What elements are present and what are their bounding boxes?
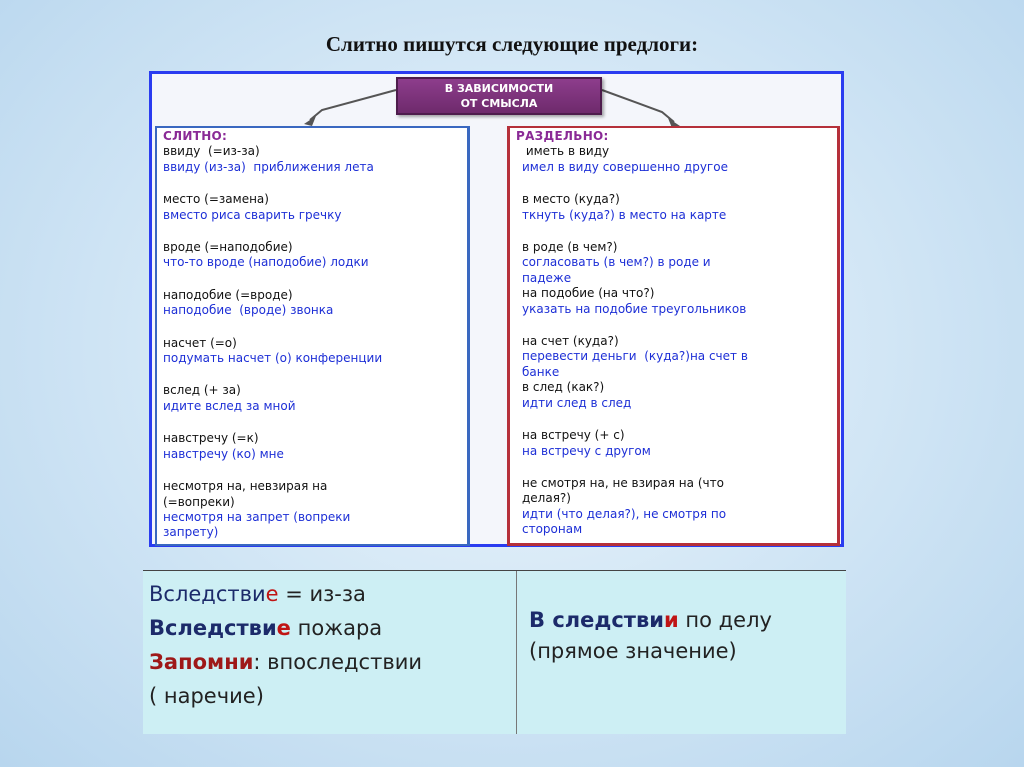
example-row: сторонам <box>522 522 583 537</box>
consequence-line-1 <box>149 577 509 611</box>
consequence-line-4: ( наречие) <box>149 684 264 708</box>
rule-row: не смотря на, не взирая на (что <box>522 475 724 490</box>
remember-label: Запомни <box>149 650 254 674</box>
example-row: идти след в след <box>522 395 632 410</box>
text-rest: : впоследствии <box>253 650 422 674</box>
consequence-right-line-2: (прямое значение) <box>529 639 737 663</box>
text-rest: по делу <box>678 608 772 632</box>
rule-row: на счет (куда?) <box>522 334 619 349</box>
column-together <box>155 126 470 546</box>
rule-row: насчет (=о) <box>163 335 237 350</box>
rule-row: навстречу (=к) <box>163 431 259 446</box>
example-row: запрету) <box>163 525 219 540</box>
example-row: на встречу с другом <box>522 443 651 458</box>
rule-row: на встречу (+ с) <box>522 428 625 443</box>
arrow-right-line <box>602 90 674 122</box>
consequence-table <box>143 570 846 734</box>
row-gap <box>163 414 461 431</box>
arrow-left-line <box>310 90 396 120</box>
slide-title: Слитно пишутся следующие предлоги: <box>325 32 699 56</box>
text-rest: = из-за <box>278 582 366 606</box>
consequence-right-cell <box>529 605 839 667</box>
text-ending: е <box>276 616 291 640</box>
row-gap <box>516 223 831 240</box>
consequence-line-2 <box>149 611 509 645</box>
rule-row: место (=замена) <box>163 192 269 207</box>
text-stem: Вследстви <box>149 582 266 606</box>
column-together-heading: СЛИТНО: <box>163 129 228 143</box>
example-row: вместо риса сварить гречку <box>163 207 342 222</box>
column-separate-heading: РАЗДЕЛЬНО: <box>516 129 609 143</box>
example-row: указать на подобие треугольников <box>522 301 747 316</box>
example-row: банке <box>522 364 560 379</box>
row-gap <box>163 175 461 192</box>
arrow-left-head <box>304 116 316 126</box>
rule-row: в роде (в чем?) <box>522 240 618 255</box>
table-divider <box>516 571 517 734</box>
row-gap <box>516 411 831 428</box>
row-gap <box>163 271 461 288</box>
text-stem: В следстви <box>529 608 664 632</box>
dependency-box-line2: ОТ СМЫСЛА <box>460 97 538 110</box>
example-row: что-то вроде (наподобие) лодки <box>163 255 369 270</box>
example-row: имел в виду совершенно другое <box>522 159 728 174</box>
example-row: несмотря на запрет (вопреки <box>163 509 351 524</box>
consequence-right-line-1 <box>529 605 839 636</box>
example-row: идите вслед за мной <box>163 398 296 413</box>
example-row: ткнуть (куда?) в место на карте <box>522 207 727 222</box>
example-row: подумать насчет (о) конференции <box>163 351 383 366</box>
example-row: перевести деньги (куда?)на счет в <box>522 349 748 364</box>
rule-row: в след (как?) <box>522 380 605 395</box>
row-gap <box>516 459 831 476</box>
row-gap <box>163 366 461 383</box>
text-stem: Вследстви <box>149 616 277 640</box>
column-separate <box>507 126 840 546</box>
rule-row: ввиду (=из-за) <box>163 144 260 159</box>
rule-row: вроде (=наподобие) <box>163 240 293 255</box>
row-gap <box>163 319 461 336</box>
column-separate-rows <box>516 144 831 537</box>
text-ending: е <box>265 582 279 606</box>
row-gap <box>516 175 831 192</box>
dependency-box <box>396 77 602 115</box>
rule-row: наподобие (=вроде) <box>163 287 293 302</box>
example-row: наподобие (вроде) звонка <box>163 303 334 318</box>
rule-row: делая?) <box>522 491 571 506</box>
consequence-line-3 <box>149 645 509 679</box>
dependency-box-line1: В ЗАВИСИМОСТИ <box>444 82 554 95</box>
example-row: ввиду (из-за) приближения лета <box>163 159 374 174</box>
row-gap <box>163 462 461 479</box>
example-row: идти (что делая?), не смотря по <box>522 506 727 521</box>
text-rest: пожара <box>290 616 383 640</box>
rule-row: (=вопреки) <box>163 494 235 509</box>
example-row: согласовать (в чем?) в роде и <box>522 255 711 270</box>
example-row: падеже <box>522 270 572 285</box>
rule-row: на подобие (на что?) <box>522 286 655 301</box>
row-gap <box>163 223 461 240</box>
consequence-left-cell <box>149 577 509 713</box>
rule-row: несмотря на, невзирая на <box>163 479 328 494</box>
example-row: навстречу (ко) мне <box>163 446 284 461</box>
column-together-rows <box>163 144 461 540</box>
rule-row: иметь в виду <box>522 144 610 159</box>
row-gap <box>516 317 831 334</box>
rule-row: вслед (+ за) <box>163 383 241 398</box>
prepositions-frame <box>149 71 844 547</box>
rule-row: в место (куда?) <box>522 192 620 207</box>
text-ending: и <box>663 608 679 632</box>
